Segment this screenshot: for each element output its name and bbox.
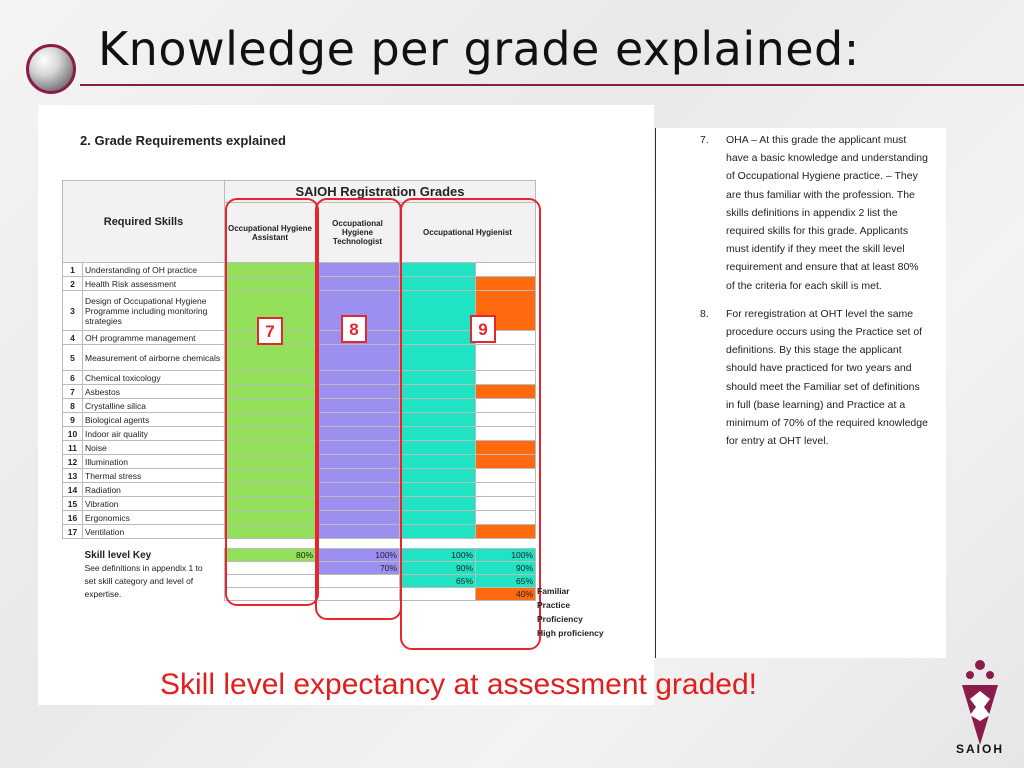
skill-number: 7 (63, 385, 83, 399)
note-text: OHA – At this grade the applicant must have a basic knowledge and understanding of Occupational Hygiene practice. – They are thus familiar with the profession. The skills definitions in appendix 2 list the required skills for this grade. Applicants must identify if they meet the skill level requirement and ensure that at least 80% of the criteria for each skill is met. (726, 134, 928, 292)
skill-number: 10 (63, 427, 83, 441)
note-item (700, 131, 930, 295)
grade-9-outline (400, 198, 541, 650)
skill-level-label: Proficiency (537, 614, 583, 624)
skill-level-label: Familiar (537, 586, 570, 596)
skill-name: Crystalline silica (83, 399, 225, 413)
note-number: 8. (700, 307, 709, 320)
skill-name: Thermal stress (83, 469, 225, 483)
skill-number: 3 (63, 291, 83, 331)
grade-header-technologist: Occupational Hygiene Technologist (316, 203, 400, 263)
skill-name: Indoor air quality (83, 427, 225, 441)
skill-number: 8 (63, 399, 83, 413)
skill-level-label: Practice (537, 600, 571, 610)
key-percentage: 100% (476, 549, 536, 562)
skill-number: 16 (63, 511, 83, 525)
skill-name: Ventilation (83, 525, 225, 539)
skill-name: Biological agents (83, 413, 225, 427)
note-item (700, 305, 930, 451)
skill-number: 13 (63, 469, 83, 483)
skill-number: 12 (63, 455, 83, 469)
key-description: expertise. (84, 589, 122, 599)
key-percentage: 90% (400, 562, 476, 575)
grade-8-badge: 8 (341, 315, 367, 343)
title-divider (80, 84, 1024, 86)
slide-title: Knowledge per grade explained: (98, 22, 860, 76)
grade-9-badge: 9 (470, 315, 496, 343)
logo-wordmark: SAIOH (955, 742, 1004, 756)
grade-header-assistant: Occupational Hygiene Assistant (225, 203, 316, 263)
note-number: 7. (700, 134, 709, 146)
grade-7-badge: 7 (257, 317, 283, 345)
skill-number: 1 (63, 263, 83, 277)
skill-name: Asbestos (83, 385, 225, 399)
grade-7-outline (225, 198, 319, 606)
skill-name: Health Risk assessment (83, 277, 225, 291)
skill-number: 5 (63, 345, 83, 371)
key-percentage: 80% (225, 549, 316, 562)
key-percentage: 65% (400, 575, 476, 588)
skill-name: Illumination (83, 455, 225, 469)
skill-number: 15 (63, 497, 83, 511)
skill-name: Ergonomics (83, 511, 225, 525)
skill-number: 6 (63, 371, 83, 385)
grade-header-hygienist: Occupational Hygienist (400, 203, 536, 263)
section-heading: 2. Grade Requirements explained (80, 133, 286, 148)
key-percentage: 100% (400, 549, 476, 562)
skill-name: Noise (83, 441, 225, 455)
key-description: Skill level Key (84, 549, 152, 561)
skill-name: Radiation (83, 483, 225, 497)
skill-number: 9 (63, 413, 83, 427)
skill-number: 2 (63, 277, 83, 291)
skill-name: Understanding of OH practice (83, 263, 225, 277)
skill-name: Chemical toxicology (83, 371, 225, 385)
skill-name: Vibration (83, 497, 225, 511)
key-percentage: 100% (316, 549, 400, 562)
skill-number: 14 (63, 483, 83, 497)
key-description: See definitions in appendix 1 to (84, 563, 203, 573)
skill-name: Measurement of airborne chemicals (83, 345, 225, 371)
skill-name: OH programme management (83, 331, 225, 345)
grade-notes (700, 131, 930, 460)
key-percentage: 40% (476, 588, 536, 601)
skill-level-label: High proficiency (537, 628, 604, 638)
skill-number: 11 (63, 441, 83, 455)
key-description: set skill category and level of (84, 576, 194, 586)
slide-caption: Skill level expectancy at assessment graded! (160, 668, 757, 701)
skill-number: 4 (63, 331, 83, 345)
title-bullet-ball (26, 44, 76, 94)
key-percentage: 90% (476, 562, 536, 575)
skill-number: 17 (63, 525, 83, 539)
grade-8-outline (315, 198, 402, 620)
key-percentage: 65% (476, 575, 536, 588)
key-percentage: 70% (316, 562, 400, 575)
skill-name: Design of Occupational Hygiene Programme including monitoring strategies (83, 291, 225, 331)
required-skills-header: Required Skills (63, 181, 225, 263)
note-text: For reregistration at OHT level the same procedure occurs using the Practice set of definitions. By this stage the applicant should have practiced for two years and should meet the Familiar set of definitions in full (base learning) and Practice at a minimum of 70% of the required knowledge for entry at OHT level. (726, 307, 928, 448)
registration-grades-header: SAIOH Registration Grades (225, 181, 536, 203)
